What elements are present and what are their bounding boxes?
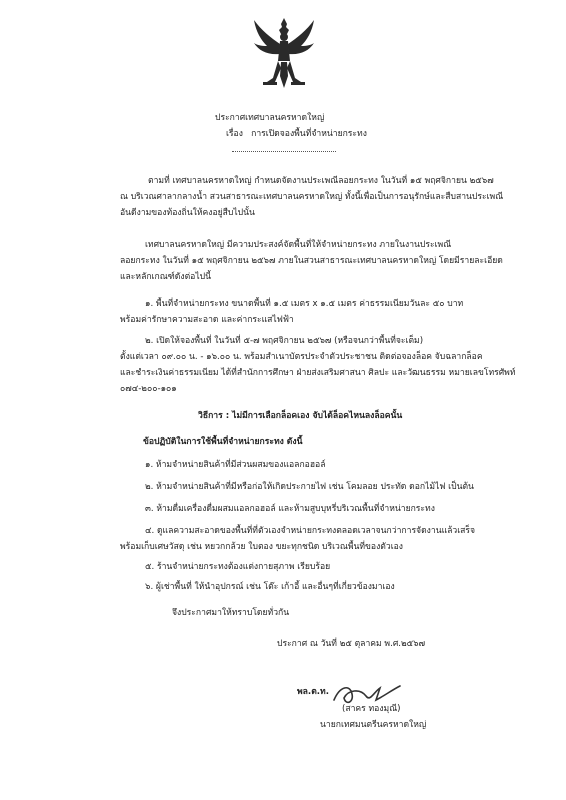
rule-4-line-1: ๔. ดูแลความสะอาดของพื้นที่ที่ตัวเองจำหน่ายกระทงตลอดเวลาจนกว่าการจัดงานแล้วเสร็จ <box>145 526 476 536</box>
item-2-line-2: ตั้งแต่เวลา ๐๙.๐๐ น. - ๑๖.๐๐ น. พร้อมสำเนาบัตรประจำตัวประชาชน ติดต่อจองล็อค จับฉลากล็อค <box>120 352 483 362</box>
item-2-phone: ๐๗๔-๒๐๐-๑๐๑ <box>120 384 177 394</box>
signatory-name: (สาคร ทองมุณี) <box>342 704 401 714</box>
announcement-title: ประกาศเทศบาลนครหาดใหญ่ <box>215 113 325 123</box>
intro-line-1: ตามที่ เทศบาลนครหาดใหญ่ กำหนดจัดงานประเพณีลอยกระทง ในวันที่ ๑๕ พฤศจิกายน ๒๕๖๗ <box>148 176 494 186</box>
rule-1: ๑. ห้ามจำหน่ายสินค้าที่มีส่วนผสมของแอลกอฮอล์ <box>145 460 326 470</box>
rule-6: ๖. ผู้เช่าพื้นที่ ให้นำอุปกรณ์ เช่น โต๊ะ เก้าอี้ และอื่นๆที่เกี่ยวข้องมาเอง <box>145 582 395 592</box>
item-2-line-3: และชำระเงินค่าธรรมเนียม ได้ที่สำนักการศึกษา ฝ่ายส่งเสริมศาสนา ศิลปะ และวัฒนธรรม หมายเลขโทรศัพท์ <box>120 368 516 378</box>
announcement-date: ประกาศ ณ วันที่ ๒๕ ตุลาคม พ.ศ.๒๕๖๗ <box>277 639 426 649</box>
dotted-divider <box>232 151 336 152</box>
item-1-line-2: พร้อมค่ารักษาความสะอาด และค่ากระแสไฟฟ้า <box>120 315 294 325</box>
purpose-line-2: ลอยกระทง ในวันที่ ๑๕ พฤศจิกายน ๒๕๖๗ ภายในสวนสาธารณะเทศบาลนครหาดใหญ่ โดยมีรายละเอียด <box>120 256 503 266</box>
purpose-line-3: และหลักเกณฑ์ดังต่อไปนี้ <box>120 272 211 282</box>
intro-line-3: อันดีงามของท้องถิ่นให้คงอยู่สืบไปนั้น <box>120 208 255 218</box>
item-2-line-1: ๒. เปิดให้จองพื้นที่ ในวันที่ ๕-๗ พฤศจิกายน ๒๕๖๗ (หรือจนกว่าพื้นที่จะเต็ม) <box>145 336 424 346</box>
rule-4-line-2: พร้อมเก็บเศษวัสดุ เช่น หยวกกล้วย ใบตอง ขยะทุกชนิด บริเวณพื้นที่ของตัวเอง <box>120 542 403 552</box>
item-1-line-1: ๑. พื้นที่จำหน่ายกระทง ขนาดพื้นที่ ๑.๕ เมตร x ๑.๕ เมตร ค่าธรรมเนียมวันละ ๕๐ บาท <box>145 299 464 309</box>
rule-5: ๕. ร้านจำหน่ายกระทงต้องแต่งกายสุภาพ เรียบร้อย <box>145 562 331 572</box>
closing-line: จึงประกาศมาให้ทราบโดยทั่วกัน <box>172 608 290 618</box>
signatory-position: นายกเทศมนตรีนครหาดใหญ่ <box>320 720 427 730</box>
subject-line <box>226 128 367 140</box>
garuda-emblem-icon <box>253 16 315 90</box>
purpose-line-1: เทศบาลนครหาดใหญ่ มีความประสงค์จัดพื้นที่ให้จำหน่ายกระทง ภายในงานประเพณี <box>145 240 452 250</box>
intro-line-2: ณ บริเวณศาลากลางน้ำ สวนสาธารณะเทศบาลนครหาดใหญ่ ทั้งนี้เพื่อเป็นการอนุรักษ์และสืบสานประเพณี <box>120 192 504 202</box>
subject-text: การเปิดจองพื้นที่จำหน่ายกระทง <box>251 129 367 139</box>
rule-3: ๓. ห้ามดื่มเครื่องดื่มผสมแอลกอฮอล์ และห้ามสูบบุหรี่บริเวณพื้นที่จำหน่ายกระทง <box>145 504 435 514</box>
signatory-rank: พล.ต.ท. <box>297 687 329 697</box>
subject-label: เรื่อง <box>226 129 243 139</box>
method-line: วิธีการ : ไม่มีการเลือกล็อคเอง จับได้ล็อคไหนลงล็อคนั้น <box>198 411 403 421</box>
rules-title: ข้อปฏิบัติในการใช้พื้นที่จำหน่ายกระทง ดังนี้ <box>143 437 303 447</box>
rule-2: ๒. ห้ามจำหน่ายสินค้าที่มีหรือก่อให้เกิดประกายไฟ เช่น โคมลอย ประทัด ดอกไม้ไฟ เป็นต้น <box>145 482 474 492</box>
